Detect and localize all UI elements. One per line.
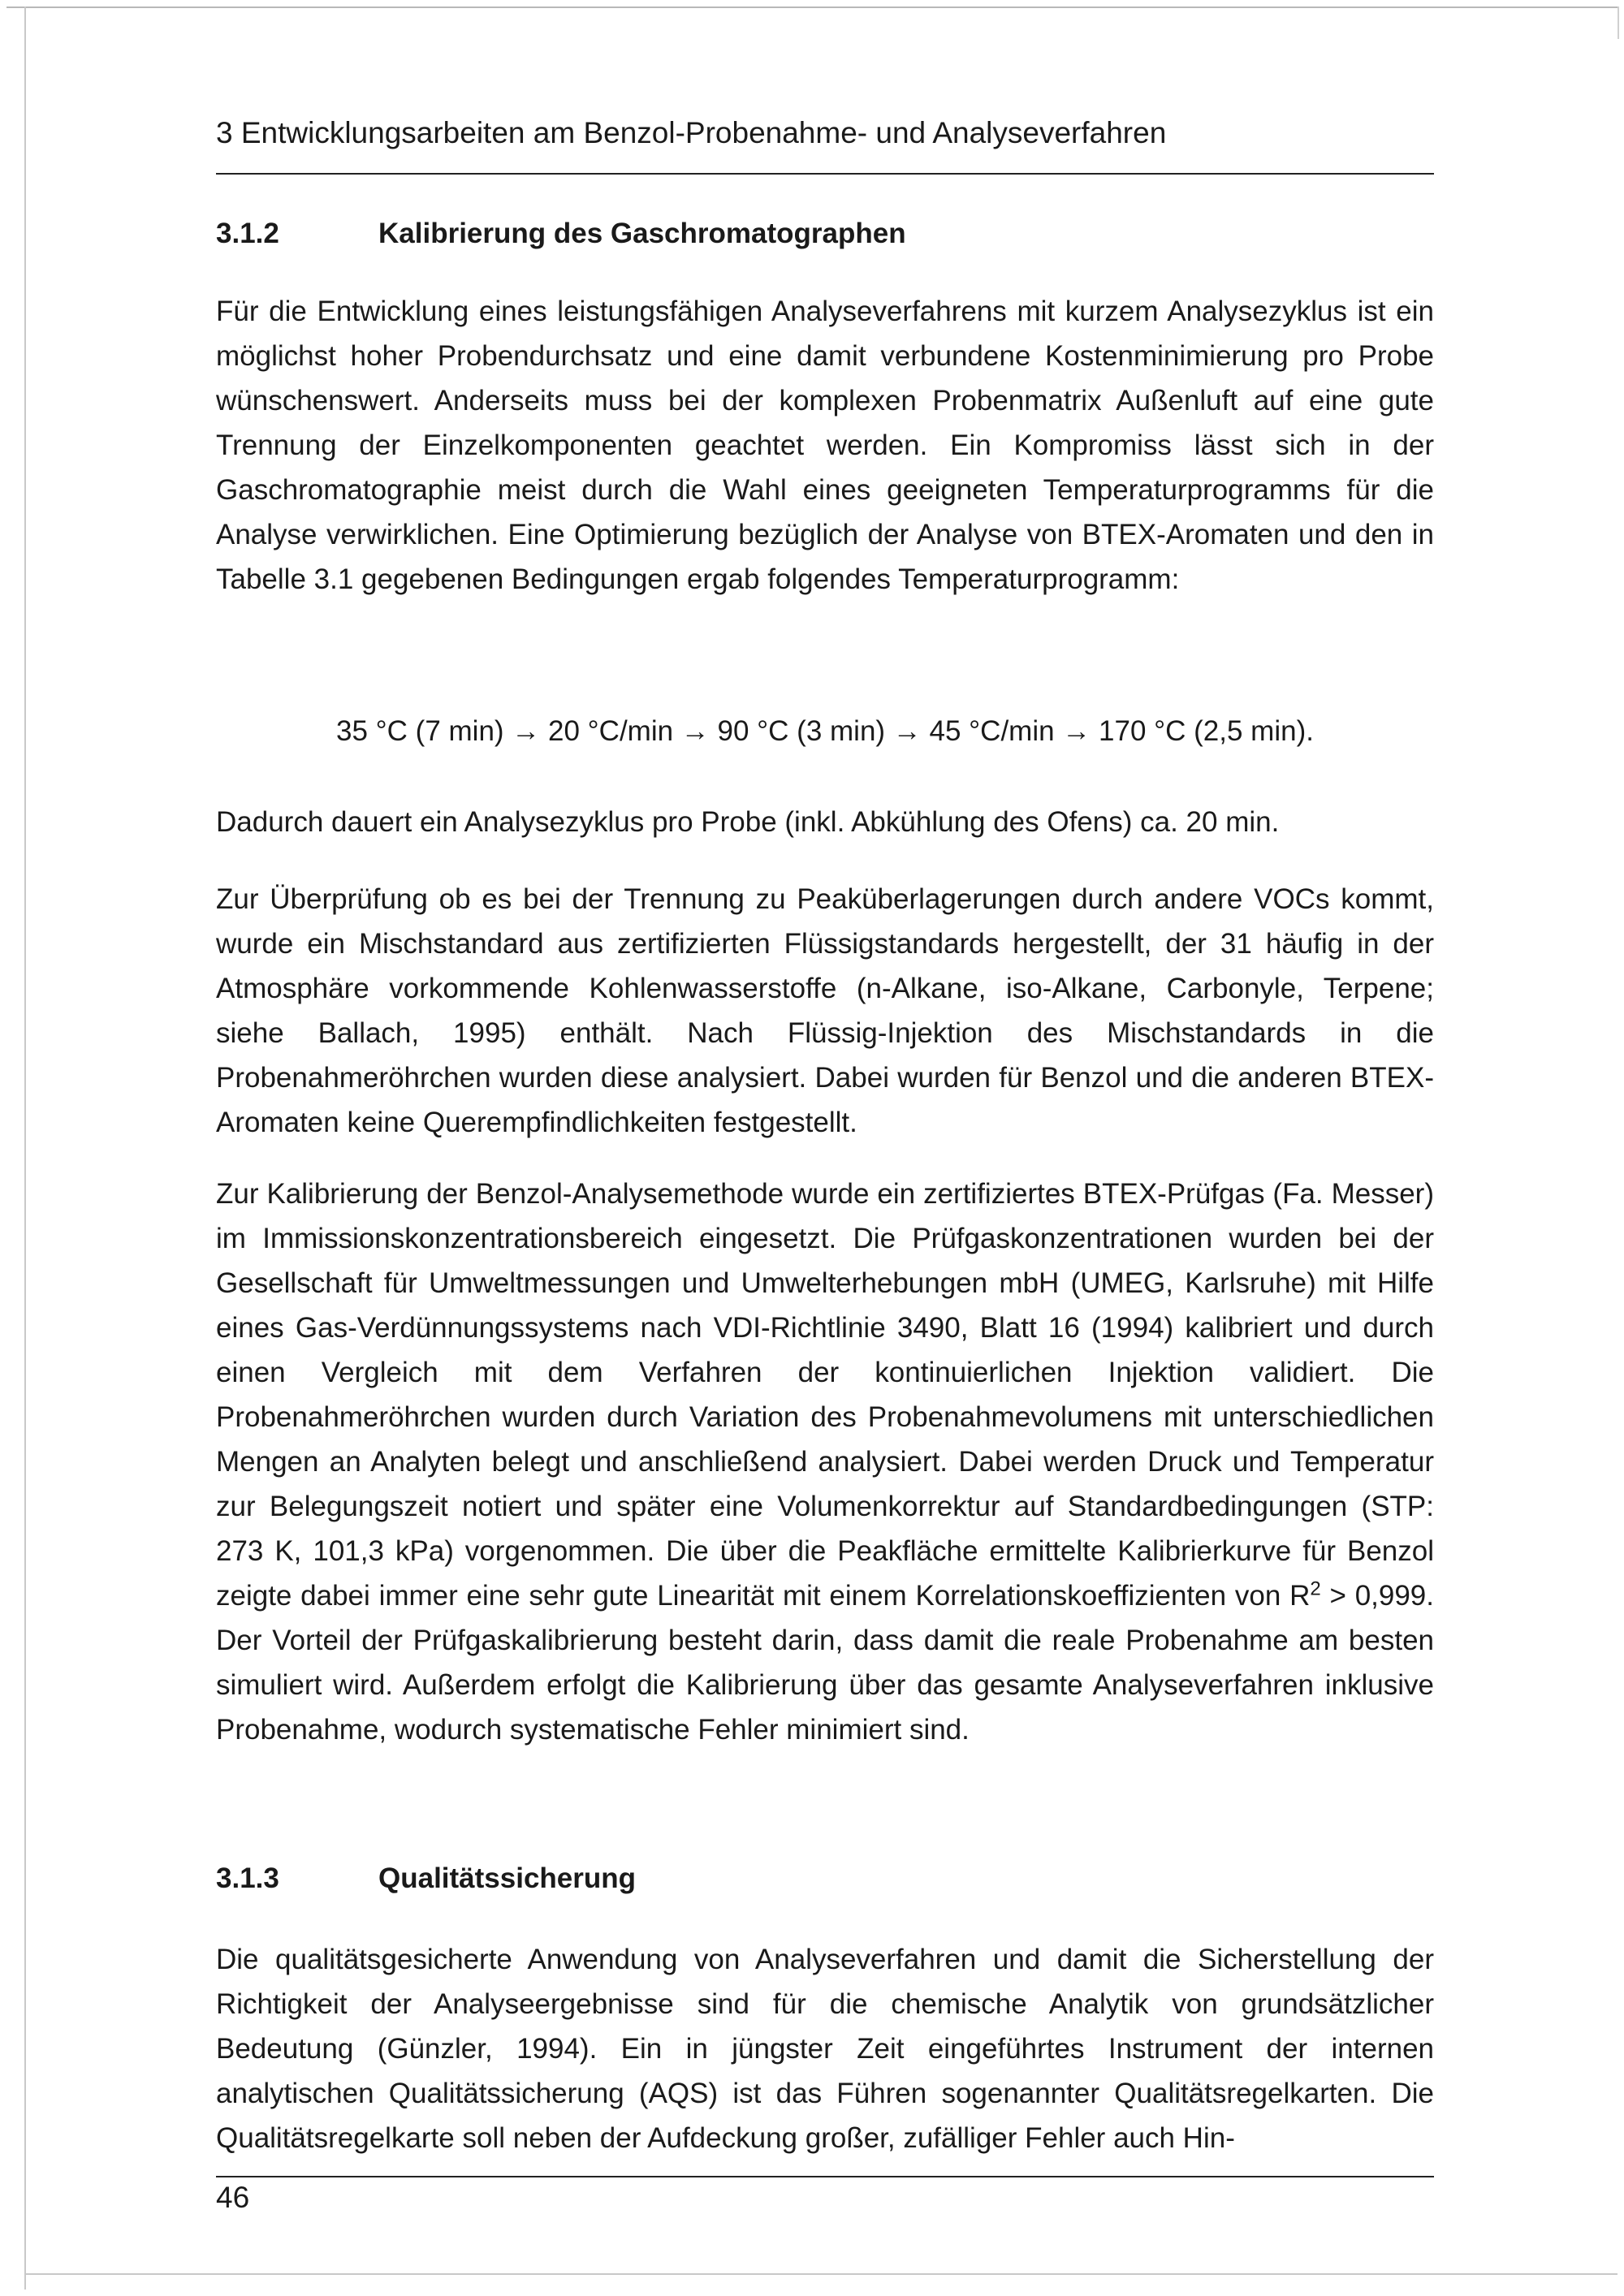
section-number: 3.1.3	[216, 1862, 279, 1894]
paragraph-4-text-b: > 0,999. Der Vorteil der Prüfgaskalibrierung besteht darin, dass damit die reale Probenahme am besten simuliert wird. Außerdem erfolgt die Kalibrierung über das gesamte Analyseverfahren inklusive Probenahme, wodurch systematische Fehler minimiert sind.	[216, 1580, 1434, 1746]
superscript-2: 2	[1310, 1577, 1321, 1600]
paragraph-4-text-a: Zur Kalibrierung der Benzol-Analysemethode wurde ein zertifiziertes BTEX-Prüfgas (Fa. Messer) im Immissionskonzentrationsbereich eingesetzt. Die Prüfgaskonzentrationen wurden bei der Gesellschaft für Umweltmessungen und Umwelterhebungen mbH (UMEG, Karlsruhe) mit Hilfe eines Gas-Verdünnungssystems nach VDI-Richtlinie 3490, Blatt 16 (1994) kalibriert und durch einen Vergleich mit dem Verfahren der kontinuierlichen Injektion validiert. Die Probenahmeröhrchen wurden durch Variation des Probenahmevolumens mit unterschiedlichen Mengen an Analyten belegt und anschließend analysiert. Dabei werden Druck und Temperatur zur Belegungszeit notiert und später eine Volumenkorrektur auf Standardbedingungen (STP: 273 K, 101,3 kPa) vorgenommen. Die über die Peakfläche ermittelte Kalibrierkurve für Benzol zeigte dabei immer eine sehr gute Linearität mit einem Korrelationskoeffizienten von R	[216, 1178, 1434, 1612]
page-number: 46	[216, 2181, 250, 2214]
header-rule	[216, 173, 1434, 175]
section-title: Kalibrierung des Gaschromatographen	[378, 218, 906, 249]
paragraph-3: Zur Überprüfung ob es bei der Trennung zu Peaküberlagerungen durch andere VOCs kommt, wurde ein Mischstandard aus zertifizierten Flüssigstandards hergestellt, der 31 häufig in der Atmosphäre vorkommende Kohlenwasserstoffe (n-Alkane, iso-Alkane, Carbonyle, Terpene; siehe Ballach, 1995) enthält. Nach Flüssig-Injektion des Mischstandards in die Probenahmeröhrchen wurden diese analysiert. Dabei wurden für Benzol und die anderen BTEX-Aromaten keine Querempfindlichkeiten festgestellt.	[216, 883, 1434, 1138]
section-title: Qualitätssicherung	[378, 1862, 637, 1894]
paragraph-2: Dadurch dauert ein Analysezyklus pro Probe (inkl. Abkühlung des Ofens) ca. 20 min.	[216, 806, 1280, 838]
paragraph-1: Für die Entwicklung eines leistungsfähigen Analyseverfahrens mit kurzem Analysezyklus ist ein möglichst hoher Probendurchsatz und eine damit verbundene Kostenminimierung pro Probe wünschenswert. Anderseits muss bei der komplexen Probenmatrix Außenluft auf eine gute Trennung der Einzelkomponenten geachtet werden. Ein Kompromiss lässt sich in der Gaschromatographie meist durch die Wahl eines geeigneten Temperaturprogramms für die Analyse verwirklichen. Eine Optimierung bezüglich der Analyse von BTEX-Aromaten und den in Tabelle 3.1 gegebenen Bedingungen ergab folgendes Temperaturprogramm:	[216, 296, 1434, 595]
section-heading-3-1-2	[216, 215, 906, 252]
running-head: 3 Entwicklungsarbeiten am Benzol-Probenahme- und Analyseverfahren	[216, 116, 1167, 149]
footer-rule	[216, 2176, 1434, 2177]
paragraph-5: Die qualitätsgesicherte Anwendung von Analyseverfahren und damit die Sicherstellung der Richtigkeit der Analyseergebnisse sind für die chemische Analytik von grundsätzlicher Bedeutung (Günzler, 1994). Ein in jüngster Zeit eingeführtes Instrument der internen analytischen Qualitätssicherung (AQS) ist das Führen sogenannter Qualitätsregelkarten. Die Qualitätsregelkarte soll neben der Aufdeckung großer, zufälliger Fehler auch Hin-	[216, 1944, 1434, 2154]
scan-edge-right	[1618, 6, 1619, 39]
scan-edge-left	[24, 6, 26, 2290]
section-heading-3-1-3	[216, 1860, 636, 1897]
paragraph-4	[216, 1172, 1434, 1752]
document-page	[216, 0, 1434, 2296]
section-number: 3.1.2	[216, 218, 279, 249]
temperature-program-formula: 35 °C (7 min) → 20 °C/min → 90 °C (3 min) → 45 °C/min → 170 °C (2,5 min).	[336, 715, 1314, 747]
